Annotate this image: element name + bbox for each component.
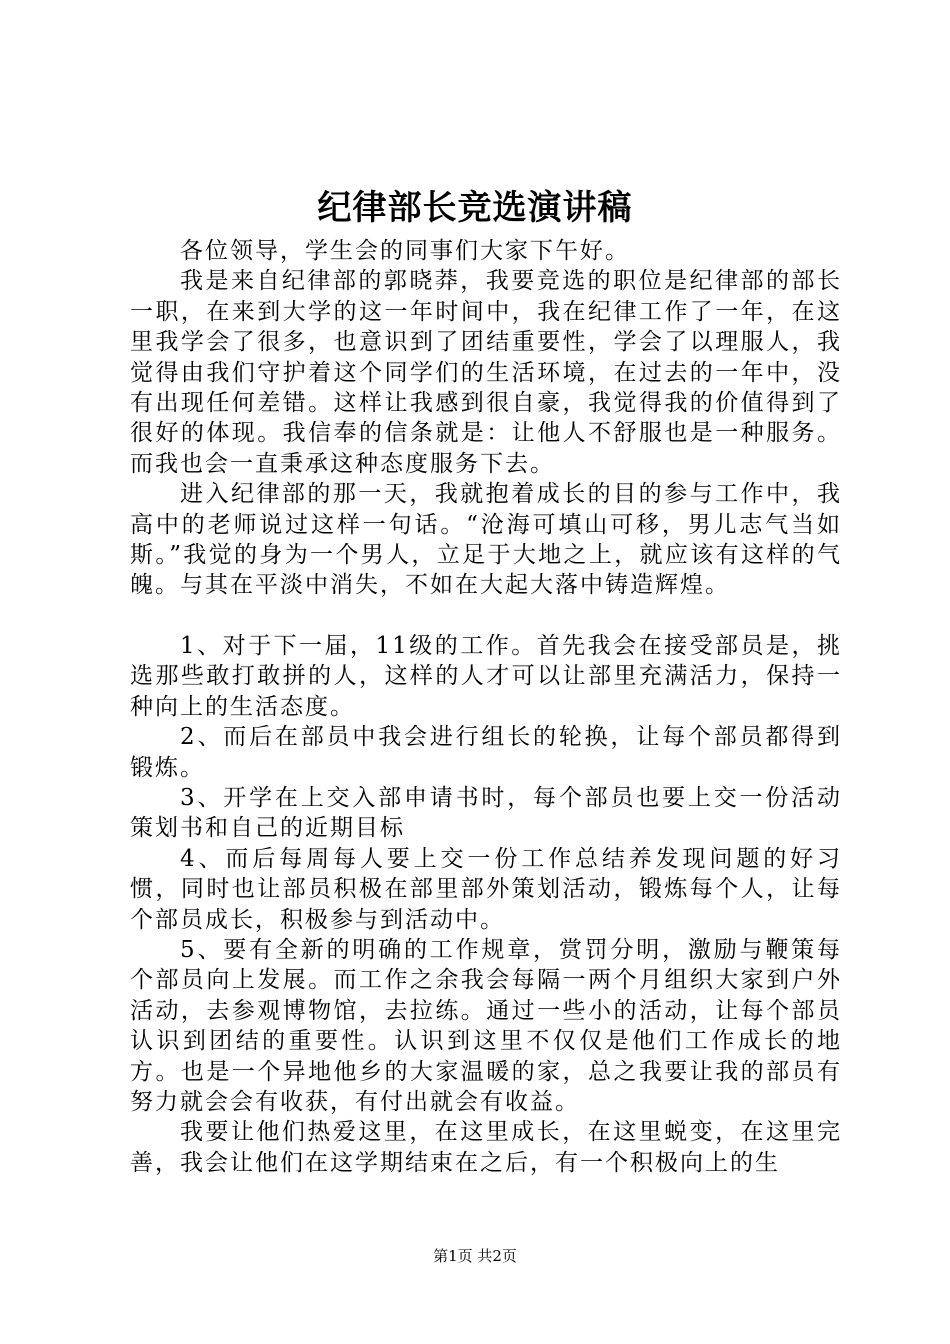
paragraph-motivation: 进入纪律部的那一天，我就抱着成长的目的参与工作中，我高中的老师说过这样一句话。“沧海可填山可移，男儿志气当如斯。”我觉的身为一个男人，立足于大地之上，就应该有这样的气魄。与其在平淡中消失，不如在大起大落中铸造辉煌。 (130, 481, 842, 599)
plan-item-3: 3、开学在上交入部申请书时，每个部员也要上交一份活动策划书和自己的近期目标 (130, 784, 842, 842)
plan-item-5: 5、要有全新的明确的工作规章，赏罚分明，激励与鞭策每个部员向上发展。而工作之余我会每隔一两个月组织大家到户外活动，去参观博物馆，去拉练。通过一些小的活动，让每个部员认识到团结的重要性。认识到这里不仅仅是他们工作成长的地方。也是一个异地他乡的大家温暖的家，总之我要让我的部员有努力就会会有收获，有付出就会有收益。 (130, 936, 842, 1115)
paragraph-closing: 我要让他们热爱这里，在这里成长，在这里蜕变，在这里完善，我会让他们在这学期结束在之后，有一个积极向上的生 (130, 1119, 842, 1176)
plan-item-2: 2、而后在部员中我会进行组长的轮换，让每个部员都得到锻炼。 (130, 724, 842, 781)
paragraph-greeting: 各位领导，学生会的同事们大家下午好。 (180, 238, 630, 264)
document-body (130, 236, 842, 1178)
paragraph-introduction: 我是来自纪律部的郭晓莽，我要竞选的职位是纪律部的部长一职，在来到大学的这一年时间中，我在纪律工作了一年，在这里我学会了很多，也意识到了团结重要性，学会了以理服人，我觉得由我们守护着这个同学们的生活环境，在过去的一年中，没有出现任何差错。这样让我感到很自豪，我觉得我的价值得到了很好的体现。我信奉的信条就是：让他人不舒服也是一种服务。而我也会一直秉承这种态度服务下去。 (130, 268, 842, 477)
plan-item-4: 4、而后每周每人要上交一份工作总结养发现问题的好习惯，同时也让部员积极在部里部外策划活动，锻炼每个人，让每个部员成长，积极参与到活动中。 (130, 845, 842, 933)
page-footer: 第1页 共2页 (433, 1247, 517, 1265)
plan-item-1: 1、对于下一届，11级的工作。首先我会在接受部员是，挑选那些敢打敢拼的人，这样的人才可以让部里充满活力，保持一种向上的生活态度。 (130, 632, 842, 720)
document-title: 纪律部长竞选演讲稿 (317, 188, 633, 228)
